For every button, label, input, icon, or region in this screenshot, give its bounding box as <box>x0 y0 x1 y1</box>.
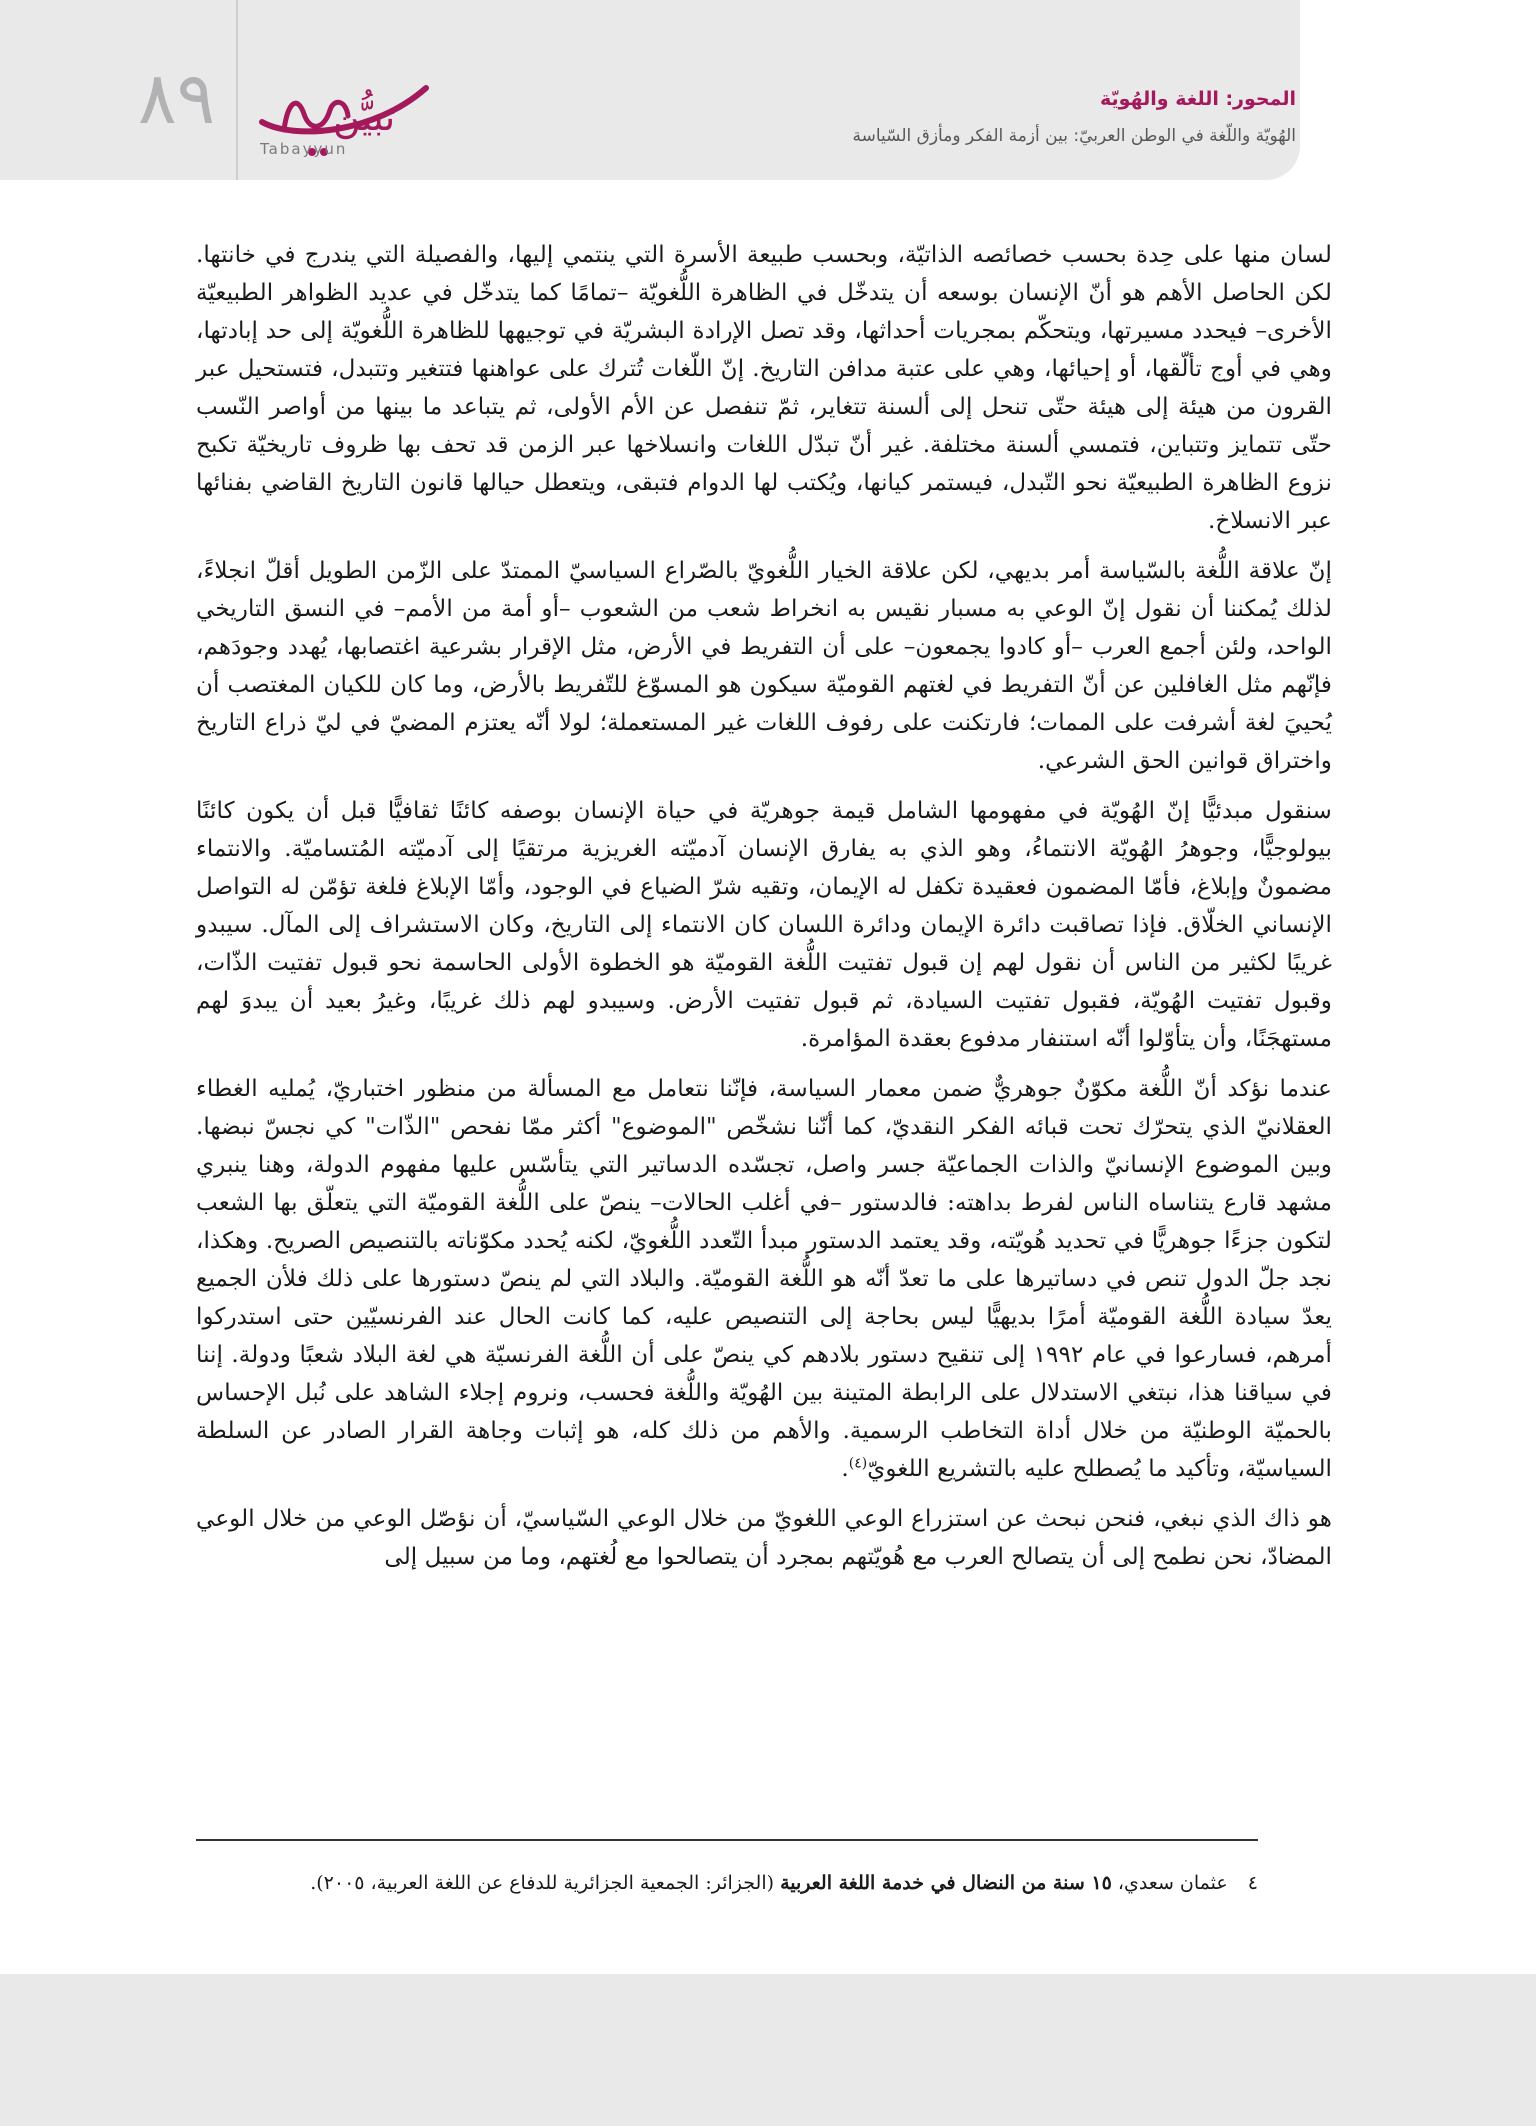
article-body <box>196 236 1332 1588</box>
footnote-divider <box>196 1839 1258 1841</box>
paragraph-5: هو ذاك الذي نبغي، فنحن نبحث عن استزراع الوعي اللغويّ من خلال الوعي السّياسيّ، أن نؤصّل الوعي من خلال الوعي المضادّ، نحن نطمح إلى أن يتصالح العرب مع هُويّتهم بمجرد أن يتصالحوا مع لُغتهم، وما من سبيل إلى <box>196 1505 1332 1570</box>
paragraph-3: سنقول مبدئيًّا إنّ الهُويّة في مفهومها الشامل قيمة جوهريّة في حياة الإنسان بوصفه كائنًا ثقافيًّا قبل أن يكون كائنًا بيولوجيًّا، وجوهرُ الهُويّة الانتماءُ، وهو الذي به يفارق الإنسان آدميّته الغريزية مرتقيًا إلى آدميّته المُتساميّة. والانتماء مضمونٌ وإبلاغ، فأمّا المضمون فعقيدة تكفل له الإيمان، وتقيه شرّ الضياع في الوجود، وأمّا الإبلاغ فلغة تؤمّن له التواصل الإنساني الخلّاق. فإذا تصاقبت دائرة الإيمان ودائرة اللسان كان الانتماء إلى التاريخ، وكان الاستشراف إلى المآل. سيبدو غريبًا لكثير من الناس أن نقول لهم إن قبول تفتيت اللُّغة القوميّة هو الخطوة الأولى الحاسمة نحو قبول تفتيت الذّات، وقبول تفتيت الهُويّة، فقبول تفتيت السيادة، ثم قبول تفتيت الأرض. وسيبدو لهم ذلك غريبًا، وغيرُ بعيد أن يبدوَ لهم مستهجَنًا، وأن يتأوّلوا أنّه استنفار مدفوع بعقدة المؤامرة. <box>196 797 1332 1052</box>
footnote <box>198 1868 1258 1898</box>
paragraph-4-text: عندما نؤكد أنّ اللُّغة مكوّنٌ جوهريٌّ ضمن معمار السياسة، فإنّنا نتعامل مع المسألة من منظور اختباريّ، يُمليه الغطاء العقلانيّ الذي يتحرّك تحت قبائه الفكر النقديّ، كما أنّنا نشخّص "الموضوع" أكثر ممّا نفحص "الذّات" كي نجسّ نبضها. وبين الموضوع الإنسانيّ والذات الجماعيّة جسر واصل، تجسّده الدساتير التي يتأسّس عليها مفهوم الدولة، وهنا ينبري مشهد قارع يتناساه الناس لفرط بداهته: فالدستور –في أغلب الحالات– ينصّ على اللُّغة القوميّة التي يتعلّق بها الشعب لتكون جزءًا جوهريًّا في تحديد هُويّته، وقد يعتمد الدستور مبدأ التّعدد اللُّغويّ، لكنه يُحدد مكوّناته بالتنصيص الصريح. وهكذا، نجد جلّ الدول تنص في دساتيرها على ما تعدّ أنّه هو اللُّغة القوميّة. والبلاد التي لم ينصّ دستورها على ذلك فلأن الجميع يعدّ سيادة اللُّغة القوميّة أمرًا بديهيًّا ليس بحاجة إلى التنصيص عليه، كما كانت الحال عند الفرنسيّين حتى استدركوا أمرهم، فسارعوا في عام ١٩٩٢ إلى تنقيح دستور بلادهم كي ينصّ على أن اللُّغة الفرنسيّة هي لغة البلاد شعبًا ودولة. إننا في سياقنا هذا، نبتغي الاستدلال على الرابطة المتينة بين الهُويّة واللُّغة فحسب، ونروم إجلاء الشاهد على نُبل الإحساس بالحميّة الوطنيّة من خلال أداة التخاطب الرسمية. والأهم من ذلك كله، هو إثبات وجاهة القرار الصادر عن السلطة السياسيّة، وتأكيد ما يُصطلح عليه بالتشريع اللغويّ <box>196 1075 1332 1482</box>
footnote-publication: (الجزائر: الجمعية الجزائرية للدفاع عن اللغة العربية، ٢٠٠٥). <box>310 1872 775 1894</box>
header-divider <box>236 0 238 180</box>
page-number: ٨٩ <box>138 56 216 140</box>
footnote-reference[interactable]: (٤) <box>848 1455 868 1472</box>
article-subtitle: الهُويّة واللّغة في الوطن العربيّ: بين أزمة الفكر ومأزق السّياسة <box>852 126 1296 146</box>
paragraph-1: لسان منها على حِدة بحسب خصائصه الذاتيّة، وبحسب طبيعة الأسرة التي ينتمي إليها، والفصيلة التي يندرج في خانتها. لكن الحاصل الأهم هو أنّ الإنسان بوسعه أن يتدخّل في الظاهرة اللُّغويّة –تمامًا كما يتدخّل في عديد الظواهر الطبيعيّة الأخرى– فيحدد مسيرتها، ويتحكّم بمجريات أحداثها، وقد تصل الإرادة البشريّة في توجيهها للظاهرة اللُّغويّة إلى حد إبادتها، وهي في أوج تألّقها، أو إحيائها، وهي على عتبة مدافن التاريخ. إنّ اللّغات تُترك على عواهنها فتتغير وتتبدل، فتستحيل عبر القرون من هيئة إلى هيئة حتّى تنحل إلى ألسنة تتغاير، ثمّ تنفصل عن الأم الأولى، ثم يتباعد ما بينها من أواصر النّسب حتّى تتمايز وتتباين، فتمسي ألسنة مختلفة. غير أنّ تبدّل اللغات وانسلاخها عبر الزمن قد تحف بها ظروف تاريخيّة تكبح نزوع الظاهرة الطبيعيّة نحو التّبدل، فيستمر كيانها، ويُكتب لها الدوام فتبقى، ويتعطل حيالها قانون التاريخ القاضي بفنائها عبر الانسلاخ. <box>196 241 1332 534</box>
footnote-author: عثمان سعدي، <box>1117 1872 1228 1894</box>
paragraph-4-end: . <box>841 1455 849 1482</box>
footnote-number: ٤ <box>1247 1872 1258 1894</box>
logo-arabic-text: تبيُّن <box>332 95 396 139</box>
paragraph-2: إنّ علاقة اللُّغة بالسّياسة أمر بديهي، لكن علاقة الخيار اللُّغويّ بالصّراع السياسيّ الممتدّ على الزّمن الطويل أقلّ انجلاءً، لذلك يُمكننا أن نقول إنّ الوعي به مسبار نقيس به انخراط شعب من الشعوب –أو أمة من الأمم– في النسق التاريخي الواحد، ولئن أجمع العرب –أو كادوا يجمعون– على أن التفريط في الأرض، مثل الإقرار بشرعية اغتصابها، يُهدد وجودَهم، فإنّهم مثل الغافلين عن أنّ التفريط في لغتهم القوميّة سيكون هو المسوّغ للتّفريط بالأرض، وما كان للكيان المغتصب أن يُحييَ لغة أشرفت على الممات؛ فارتكنت على رفوف اللغات غير المستعملة؛ لولا أنّه يعتزم المضيّ في ليّ ذراع التاريخ واختراق قوانين الحق الشرعي. <box>196 557 1332 774</box>
footnote-book-title: ١٥ سنة من النضال في خدمة اللغة العربية <box>780 1872 1112 1894</box>
section-title: المحور: اللغة والهُويّة <box>1100 88 1296 110</box>
logo-latin-text: Tabayyun <box>260 140 348 158</box>
paragraph-4 <box>196 1070 1332 1488</box>
page-footer-band <box>0 1974 1536 2126</box>
